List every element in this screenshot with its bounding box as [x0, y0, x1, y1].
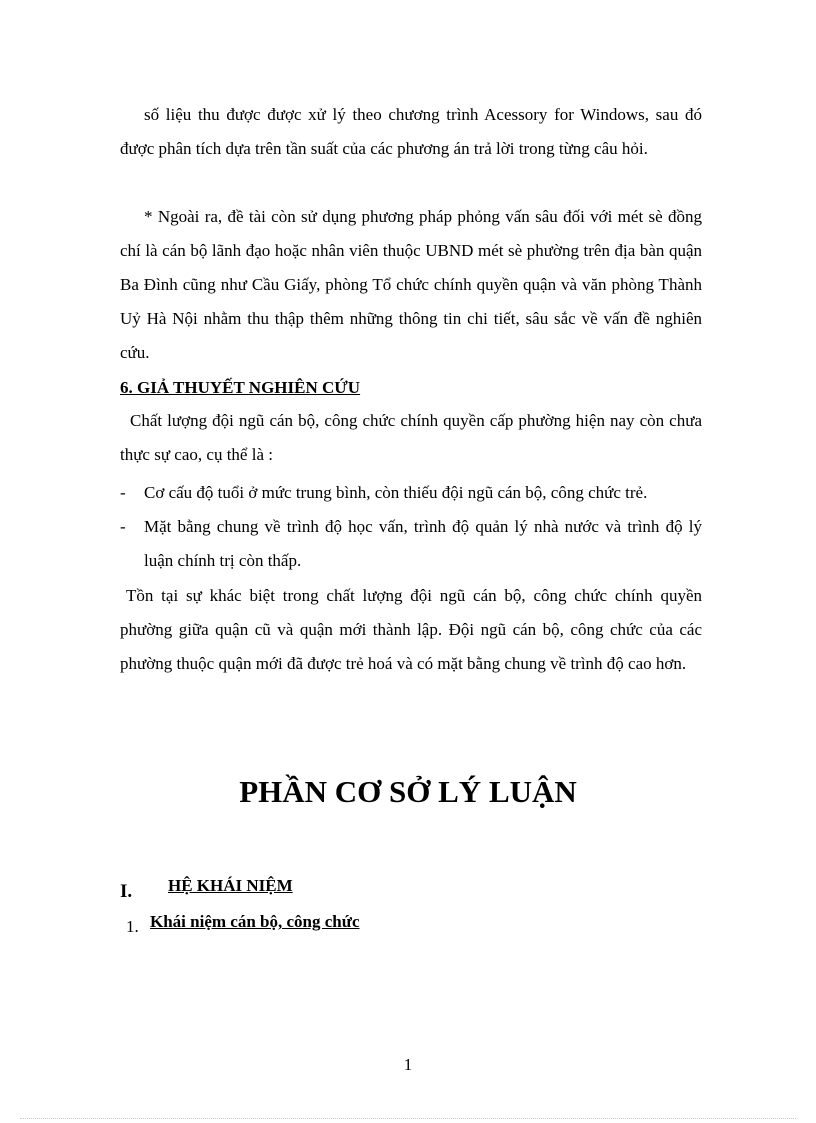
page-bottom-divider [20, 1118, 796, 1119]
page-number: 1 [403, 1055, 413, 1074]
outline-level1-number: I. [120, 881, 133, 902]
bullet-item [120, 476, 702, 510]
bullet-dash: - [120, 483, 126, 502]
outline-level2-title: Khái niệm cán bộ, công chức [150, 912, 360, 931]
section-heading-hypothesis: 6. GIẢ THUYẾT NGHIÊN CỨU [120, 378, 361, 397]
outline-level1-title: HỆ KHÁI NIỆM [168, 876, 293, 895]
bullet-text: Mặt bằng chung về trình độ học vấn, trình độ quản lý nhà nước và trình độ lý luận chính trị còn thấp. [144, 517, 702, 570]
bullet-text: Cơ cấu độ tuổi ở mức trung bình, còn thiếu đội ngũ cán bộ, công chức trẻ. [144, 483, 648, 502]
outline-level2-number: 1. [126, 917, 139, 936]
part-title: PHẦN CƠ SỞ LÝ LUẬN [239, 774, 577, 809]
bullet-dash: - [120, 517, 126, 536]
paragraph-hypothesis-intro: Chất lượng đội ngũ cán bộ, công chức chính quyền cấp phường hiện nay còn chưa thực sự cao, cụ thể là : [120, 411, 702, 464]
bullet-item [120, 510, 702, 578]
paragraph-data-processing: số liệu thu được được xử lý theo chương trình Acessory for Windows, sau đó được phân tích dựa trên tần suất của các phương án trả lời trong từng câu hỏi. [120, 105, 702, 158]
paragraph-interview-method: * Ngoài ra, đề tài còn sử dụng phương pháp phỏng vấn sâu đối với mét sè đồng chí là cán bộ lãnh đạo hoặc nhân viên thuộc UBND mét sè phường trên địa bàn quận Ba Đình cũng như Cầu Giấy, phòng Tổ chức chính quyền quận và văn phòng Thành Uỷ Hà Nội nhằm thu thập thêm những thông tin chi tiết, sâu sắc về vấn đề nghiên cứu. [120, 207, 702, 362]
paragraph-hypothesis-closing: Tồn tại sự khác biệt trong chất lượng đội ngũ cán bộ, công chức chính quyền phường giữa quận cũ và quận mới thành lập. Đội ngũ cán bộ, công chức của các phường thuộc quận mới đã được trẻ hoá và có mặt bằng chung về trình độ cao hơn. [120, 586, 702, 673]
